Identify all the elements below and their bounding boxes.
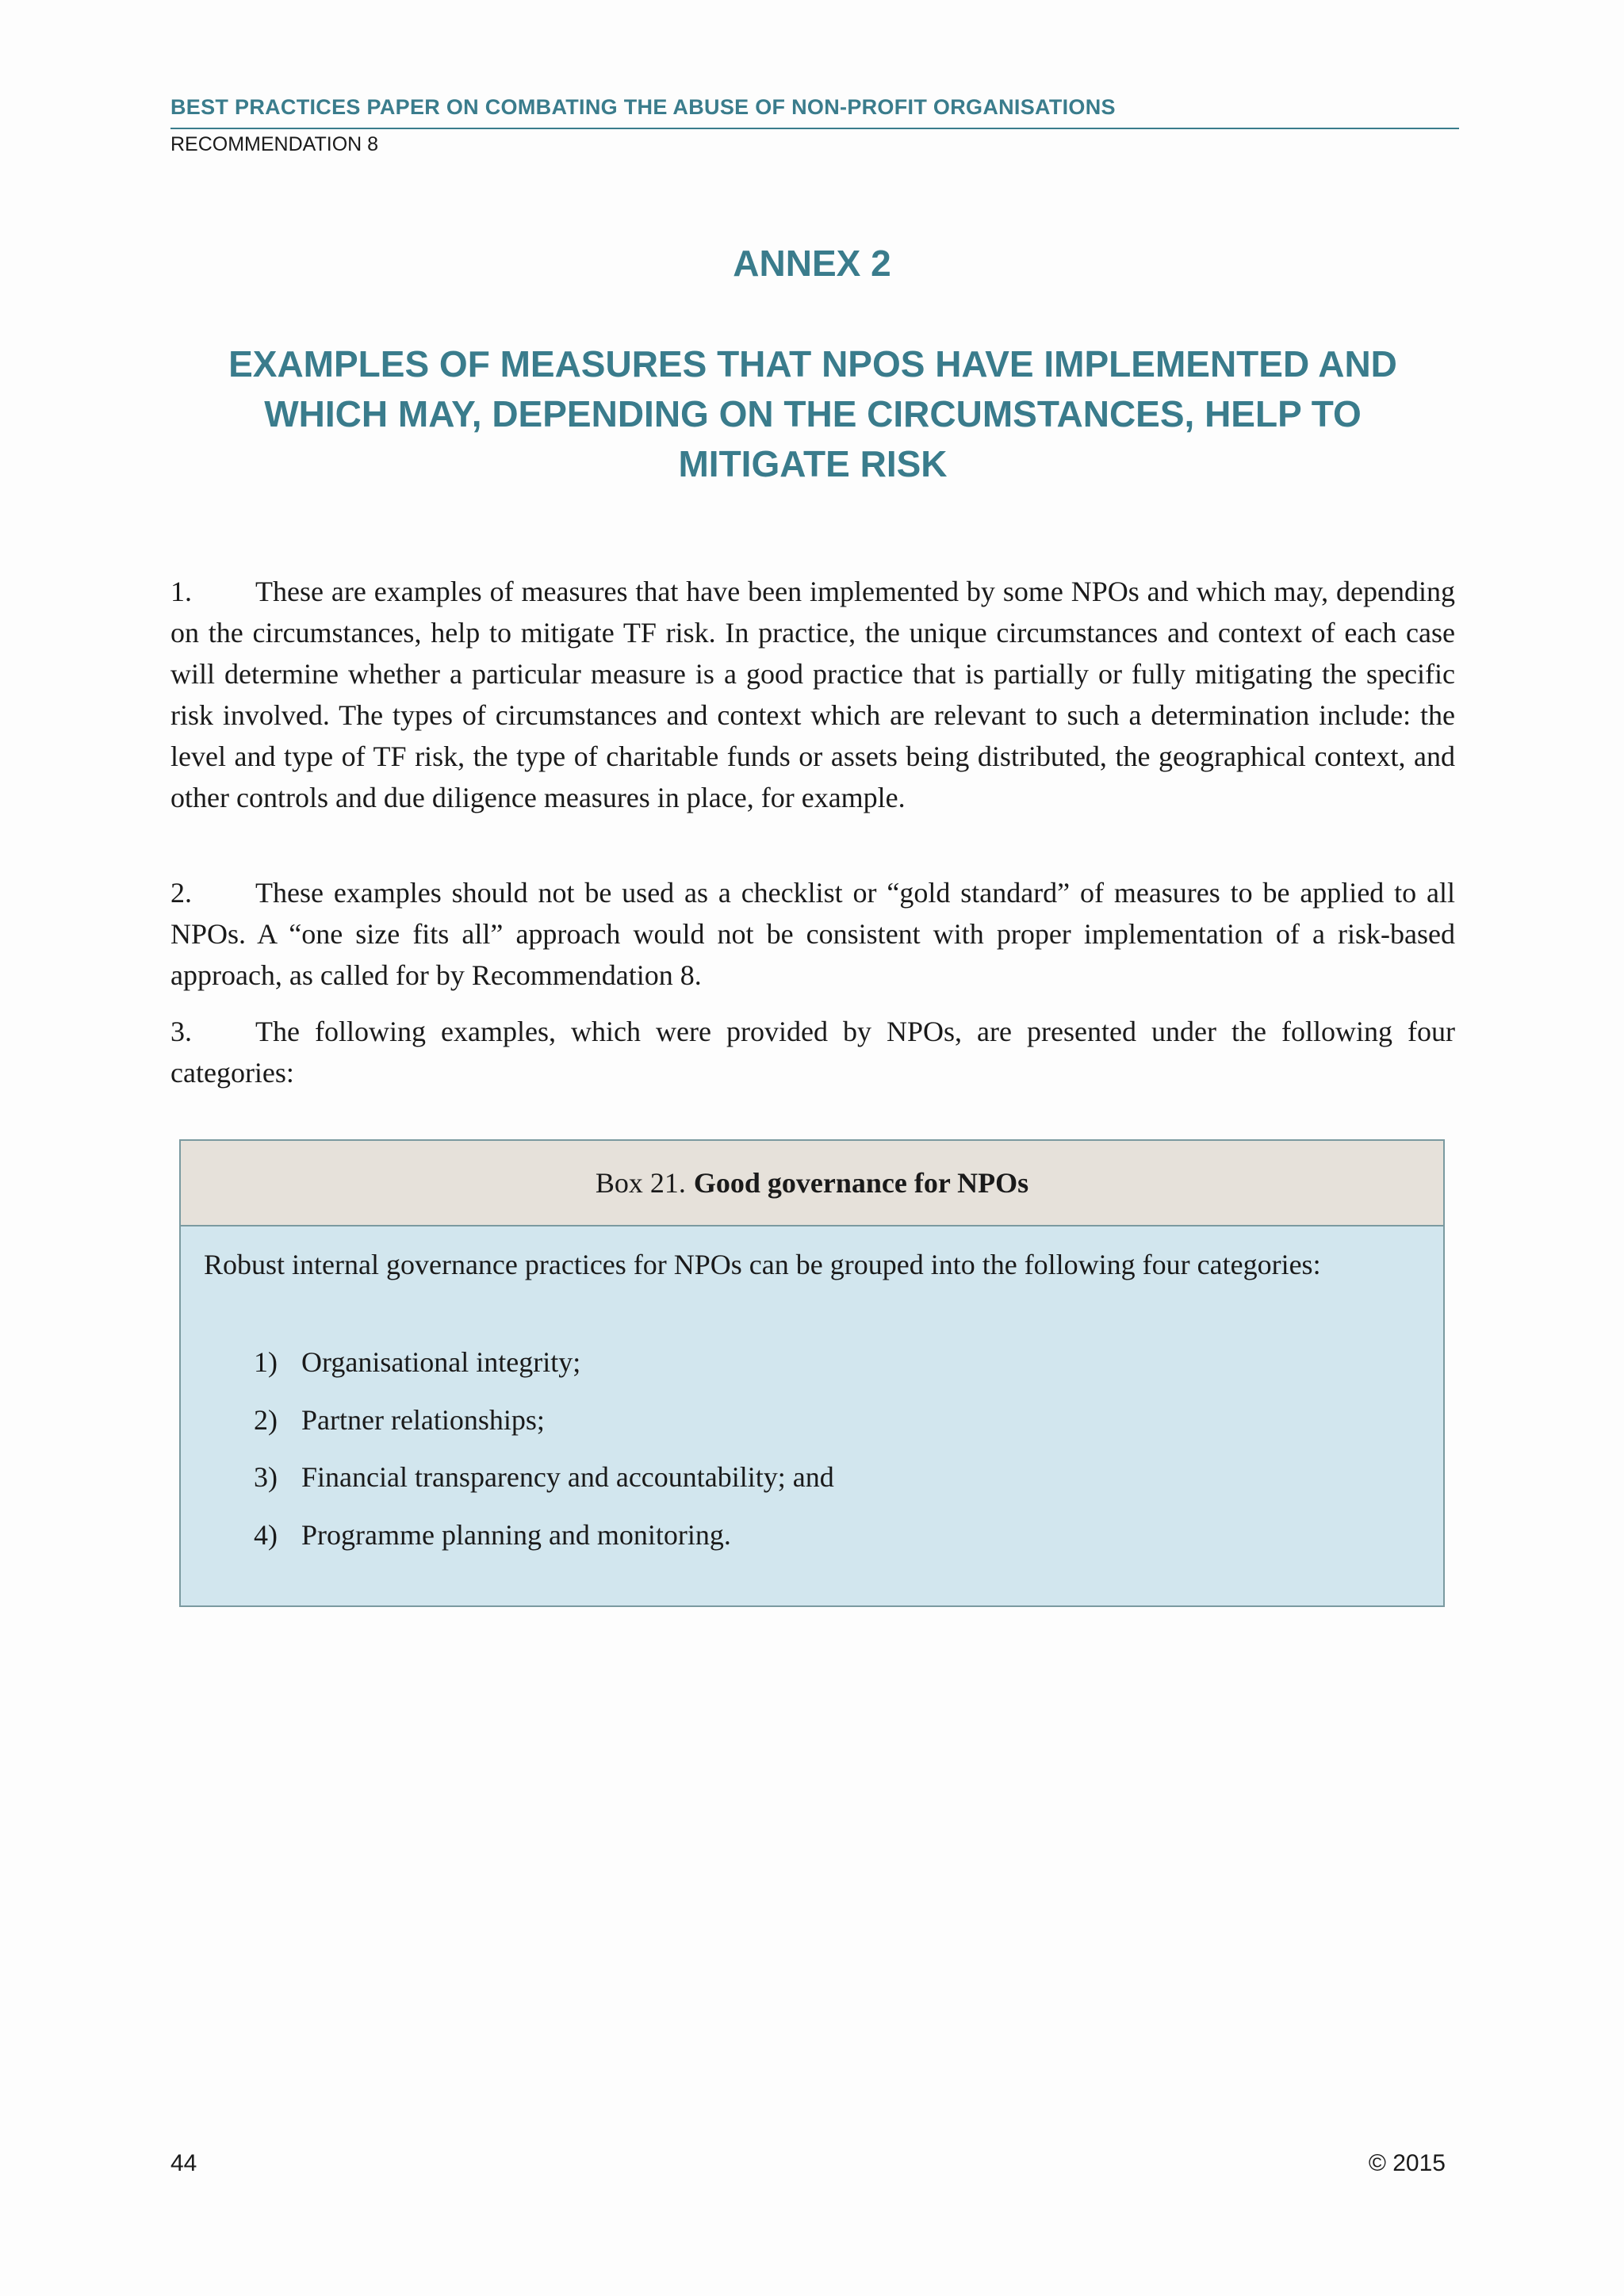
paragraph-3 <box>170 1011 1455 1093</box>
box-good-governance <box>179 1139 1445 1607</box>
list-item <box>254 1344 580 1380</box>
box-header <box>181 1141 1443 1226</box>
header-divider <box>170 128 1459 129</box>
paragraph-2 <box>170 872 1455 996</box>
paragraph-1 <box>170 571 1455 818</box>
list-item-text: Partner relationships; <box>301 1404 545 1436</box>
paragraph-text: These are examples of measures that have been implemented by some NPOs and which may, depending on the circumstances, help to mitigate TF risk. In practice, the unique circumstances and context of each case will determine whether a particular measure is a good practice that is partially or fully mitigating the specific risk involved. The types of circumstances and context which are relevant to such a determination include: the level and type of TF risk, the type of charitable funds or assets being distributed, the geographical context, and other controls and due diligence measures in place, for example. <box>170 576 1455 813</box>
list-item-number: 4) <box>254 1519 278 1551</box>
list-item <box>254 1402 545 1438</box>
paragraph-text: The following examples, which were provided by NPOs, are presented under the following four categories: <box>170 1016 1455 1089</box>
list-item-text: Programme planning and monitoring. <box>301 1519 731 1551</box>
list-item-text: Organisational integrity; <box>301 1346 581 1378</box>
paragraph-number: 1. <box>170 576 192 607</box>
box-intro: Robust internal governance practices for NPOs can be grouped into the following four categories: <box>204 1249 1321 1280</box>
list-item-text: Financial transparency and accountability; and <box>301 1461 834 1493</box>
paragraph-number: 2. <box>170 877 192 909</box>
list-item <box>254 1517 731 1553</box>
copyright: © 2015 <box>1368 2150 1446 2176</box>
running-header-title: BEST PRACTICES PAPER ON COMBATING THE ABUSE OF NON-PROFIT ORGANISATIONS <box>170 95 1116 119</box>
list-item <box>254 1459 834 1495</box>
running-header-subtitle: RECOMMENDATION 8 <box>170 133 379 155</box>
page-number: 44 <box>170 2150 197 2176</box>
list-item-number: 2) <box>254 1404 278 1436</box>
list-item-number: 1) <box>254 1346 278 1378</box>
list-item-number: 3) <box>254 1461 278 1493</box>
annex-title: EXAMPLES OF MEASURES THAT NPOS HAVE IMPLEMENTED AND WHICH MAY, DEPENDING ON THE CIRCUMSTANCES, HELP TO MITIGATE RISK <box>228 343 1397 484</box>
annex-label: ANNEX 2 <box>733 243 891 284</box>
paragraph-text: These examples should not be used as a checklist or “gold standard” of measures to be applied to all NPOs. A “one size fits all” approach would not be consistent with proper implementation of a risk-based approach, as called for by Recommendation 8. <box>170 877 1455 991</box>
box-label: Box 21. <box>595 1167 686 1199</box>
paragraph-number: 3. <box>170 1016 192 1047</box>
box-title: Good governance for NPOs <box>693 1167 1029 1199</box>
